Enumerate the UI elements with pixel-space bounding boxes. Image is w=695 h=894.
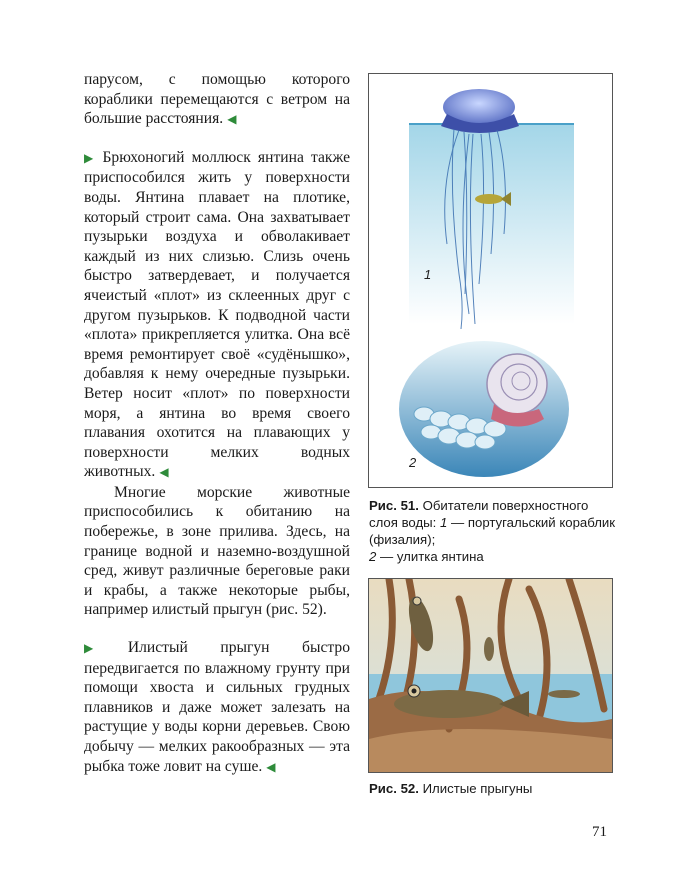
page-number: 71 (592, 824, 607, 840)
svg-text:2: 2 (409, 455, 417, 470)
triangle-right-icon: ▶ (84, 150, 97, 165)
figure-52 (368, 578, 613, 773)
paragraph-2: ▶ Брюхоногий моллюск янтина также приспособился жить у поверхности воды. Янтина плавает на плотике, который строит сама. Она захватывает пузырьки воздуха и обволакивает каждый из них слизью. Слизь очень быстро затвердевает, и получается ячеистый «плот» из склеенных друг с другом пузырьков. К подводной части «плота» прикрепляется улитка. Она всё время ремонтирует своё «судёнышко», добавляя к нему очередные пузырьки. Ветер носит «плот» по поверхности моря, а янтина во время своего плавания охотится на плавающих у поверхности мелких водных животных. ◀ (84, 148, 350, 481)
figure-52-caption: Рис. 52. Илистые прыгуны (369, 781, 533, 796)
triangle-left-icon: ◀ (266, 759, 276, 774)
figure-51-caption: Рис. 51. Обитатели поверхностного слоя воды: 1 — португальский кораблик (физалия); 2 — улитка янтина (369, 498, 616, 564)
body-text (84, 70, 350, 777)
triangle-right-icon: ▶ (84, 641, 122, 656)
figure-51-illustration (369, 74, 612, 487)
triangle-left-icon: ◀ (227, 112, 237, 127)
janthina-shell (487, 354, 547, 427)
triangle-left-icon: ◀ (159, 465, 169, 480)
figure-52-illustration (369, 579, 612, 772)
paragraph-1: парусом, с помощью которого кораблики перемещаются с ветром на большие расстояния. ◀ (84, 71, 350, 128)
figure-51 (368, 73, 613, 488)
paragraph-4: ▶ Илистый прыгун быстро передвигается по влажному грунту при помощи хвоста и сильных грудных плавников и даже может залезать на растущие у воды корни деревьев. Свою добычу — мелких ракообразных — эта рыбка тоже ловит на суше. ◀ (84, 639, 350, 775)
paragraph-3: Многие морские животные приспособились к обитанию на побережье, в зоне прилива. Здесь, на границе водной и наземно-воздушной сред, живут различные береговые раки и крабы, а также некоторые рыбы, например илистый прыгун (рис. 52). (84, 483, 350, 619)
mud (369, 729, 612, 772)
svg-text:1: 1 (424, 267, 432, 282)
